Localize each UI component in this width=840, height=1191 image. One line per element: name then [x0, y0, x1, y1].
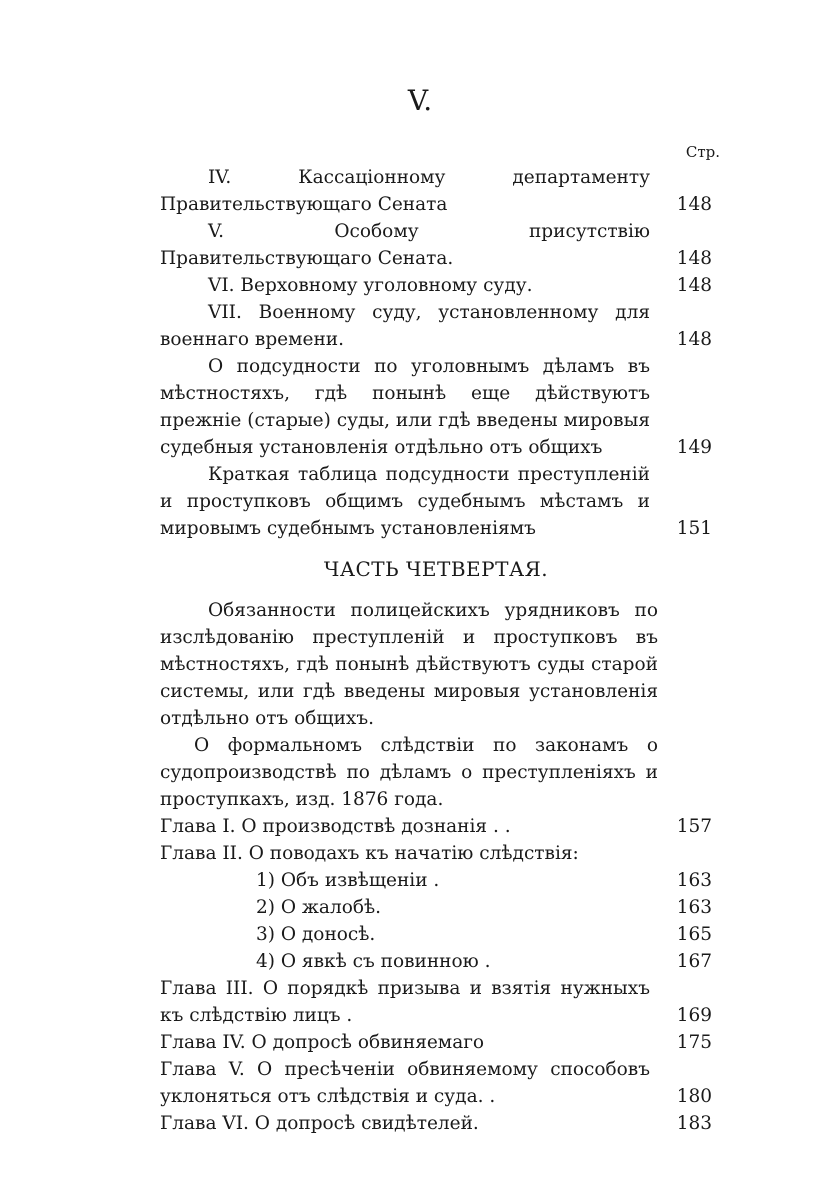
toc-entry-text: 3) О доносѣ. [256, 924, 376, 945]
toc-entry [160, 1110, 712, 1137]
toc-subentry [160, 921, 712, 948]
toc-entry [160, 218, 712, 272]
toc-entry-page: 175 [676, 1032, 712, 1053]
part-title: ЧАСТЬ ЧЕТВЕРТАЯ. [323, 557, 549, 581]
intro-paragraph: О формальномъ слѣдствіи по законамъ о судопроизводствѣ по дѣламъ о преступленіяхъ и проступкахъ, изд. 1876 года. [160, 735, 658, 810]
toc-entry-text: Глава VI. О допросѣ свидѣтелей. [160, 1113, 479, 1134]
toc-entry [160, 353, 712, 461]
toc-top-list [160, 164, 712, 542]
toc-entry-text: Глава III. О порядкѣ призыва и взятія нужныхъ къ слѣдствію лицъ . [160, 978, 650, 1026]
toc-entry [160, 813, 712, 840]
toc-subentry [160, 948, 712, 975]
toc-entry-page: 169 [676, 1005, 712, 1026]
toc-entry [160, 1029, 712, 1056]
toc-entry-page: 148 [676, 275, 712, 296]
toc-entry-text: 1) Объ извѣщеніи . [256, 870, 440, 891]
toc-entry-page: 157 [676, 816, 712, 837]
toc-entry-page: 180 [676, 1086, 712, 1107]
toc-entry-page: 163 [676, 870, 712, 891]
toc-entry-text: V. Особому присутствію Правительствующаго Сената. [160, 221, 650, 269]
toc-entry-page: 167 [676, 951, 712, 972]
toc-entry-page: 148 [676, 248, 712, 269]
table-of-contents [160, 140, 720, 1137]
toc-entry-text: Глава II. О поводахъ къ начатію слѣдствія: [160, 843, 579, 864]
page-number: V. [407, 84, 433, 117]
toc-bottom-list [160, 813, 712, 1137]
toc-entry [160, 975, 712, 1029]
toc-entry [160, 299, 712, 353]
toc-entry-text: Глава IV. О допросѣ обвиняемаго [160, 1032, 485, 1053]
toc-entry [160, 461, 712, 542]
toc-entry-page: 149 [676, 437, 712, 458]
toc-entry-text: Краткая таблица подсудности преступленій и проступковъ общимъ судебнымъ мѣстамъ и мировымъ судебнымъ установленіямъ [160, 464, 650, 539]
toc-entry-text: IV. Кассаціонному департаменту Правительствующаго Сената [160, 167, 650, 215]
toc-entry-page: 165 [676, 924, 712, 945]
toc-entry-page: 148 [676, 194, 712, 215]
page-column-header: Стр. [685, 143, 720, 161]
toc-subentry [160, 867, 712, 894]
toc-entry-text: Глава I. О производствѣ дознанія . . [160, 816, 511, 837]
toc-entry-page: 151 [676, 518, 712, 539]
toc-entry-page: 148 [676, 329, 712, 350]
toc-entry-page: 183 [676, 1113, 712, 1134]
toc-entry-text: VI. Верховному уголовному суду. [208, 275, 533, 296]
toc-entry-text: Глава V. О пресѣченіи обвиняемому способовъ уклоняться отъ слѣдствія и суда. . [160, 1059, 650, 1107]
toc-entry [160, 164, 712, 218]
toc-entry-text: 2) О жалобѣ. [256, 897, 382, 918]
toc-entry [160, 840, 712, 867]
toc-entry-text: 4) О явкѣ съ повинною . [256, 951, 491, 972]
toc-entry-text: VII. Военному суду, установленному для военнаго времени. [160, 302, 650, 350]
toc-subentry [160, 894, 712, 921]
toc-entry [160, 272, 712, 299]
toc-entry [160, 1056, 712, 1110]
toc-entry-text: О подсудности по уголовнымъ дѣламъ въ мѣстностяхъ, гдѣ понынѣ еще дѣйствуютъ прежніе (старые) суды, или гдѣ введены мировыя судебныя установленія отдѣльно отъ общихъ [160, 356, 650, 458]
intro-paragraph: Обязанности полицейскихъ урядниковъ по изслѣдованію преступленій и проступковъ въ мѣстностяхъ, гдѣ понынѣ дѣйствуютъ суды старой системы, или гдѣ введены мировыя установленія отдѣльно отъ общихъ. [160, 600, 658, 729]
toc-entry-page: 163 [676, 897, 712, 918]
